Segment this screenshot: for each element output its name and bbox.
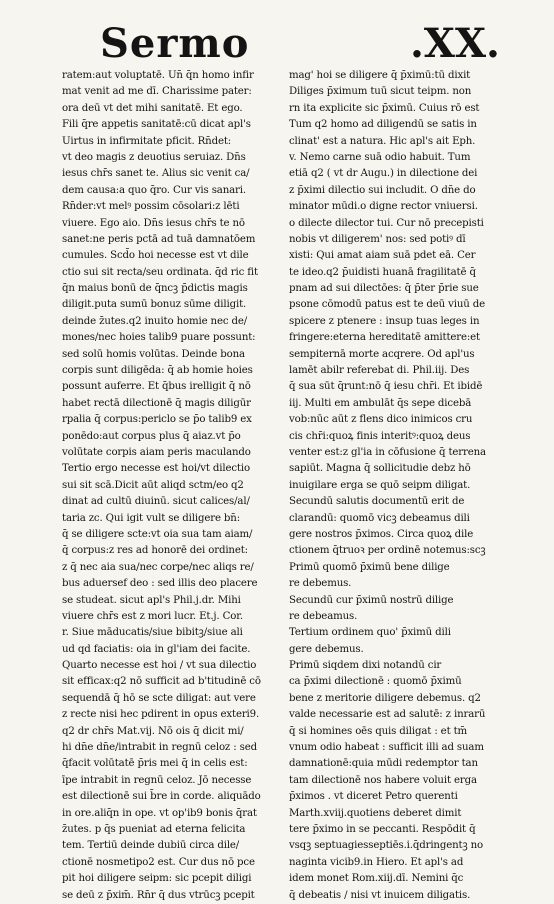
left-column-line: in ore.aliq̄n in ope. vt op'ib9 bonis q̄rat [62, 807, 257, 819]
left-column-line: habet rectā dilectionē q̄ magis diligūr [62, 397, 251, 409]
right-column-line: minator mūdi.o digne rector vniuersi. [289, 201, 478, 213]
left-column-line: mones/nec hoies talib9 puare possunt: [62, 332, 256, 344]
left-column-line: z̄utes. p q̄s pueniat ad eterna felicita [62, 823, 246, 835]
right-column-line: tam dilectionē nos habere voluit erga [289, 774, 477, 786]
right-column-line: nobis vt diligerem' nos: sed potiꝰ dī [289, 233, 466, 245]
right-column-line: naginta vicib9.in Hiero. Et apl's ad [289, 856, 464, 868]
left-column-line: sanet:ne peris pctā ad tuā damnatōem [62, 233, 256, 245]
right-column-line: Primū quomō p̄ximū bene dilige [289, 561, 450, 573]
left-column-line: se studeat. sicut apl's Phil.j.dr. Mihi [62, 594, 241, 606]
left-column-line: ctio sui sit recta/seu ordinata. q̄d ric fit [62, 266, 258, 278]
right-column-line: ca p̄ximi dilectionē : quomō p̄ximū [289, 676, 462, 688]
left-column-line: vt deo magis z deuotius seruiaz. Dn̄s [62, 151, 246, 163]
running-head-number: .XX. [410, 20, 500, 67]
right-column-line: pnam ad sui dilectōes: q̄ p̄ter p̄rie sue [289, 283, 479, 295]
right-column-line: tere p̄ximo in se peccanti. Respōdit q̄ [289, 823, 476, 835]
left-column-line: viuere. Ego aio. Dn̄s iesus chr̄s te nō [62, 217, 245, 229]
left-column-line: Uirtus in infirmitate pficit. Rn̄det: [62, 135, 232, 147]
left-column-line: q̄ se diligere scte:vt oia sua tam aiam/ [62, 528, 253, 540]
left-column-line: est dilectionē sui b̄re in corde. aliquādo [62, 791, 261, 803]
left-column-line: Quarto necesse est hoi / vt sua dilectio [62, 660, 257, 672]
right-column-line: clinat' est a natura. Hic apl's ait Eph. [289, 135, 476, 147]
right-column-line: q̄ si homines oēs quis diligat : et tm̄ [289, 725, 468, 737]
right-column-line: damnationē:quia mūdi redemptor tan [289, 758, 478, 770]
left-column-line: Fili q̄re appetis sanitatē:cū dicat apl's [62, 119, 251, 131]
left-column-line: z q̄ nec aia sua/nec corpe/nec aliqs re/ [62, 561, 254, 573]
left-column-line: dinat ad cultū diuinū. sicut calices/al/ [62, 496, 250, 508]
left-column-line: q̄facit volūtatē p̄ris mei q̄ in celis est: [62, 758, 248, 770]
right-text-column [289, 68, 547, 904]
left-column-line: Rn̄der:vt melꝰ possim cōsolari:z lēti [62, 201, 240, 213]
left-column-line: pit hoi diligere seipm: sic pcepit diligi [62, 873, 252, 885]
left-column-line: tem. Tertiū deinde dubiū circa dile/ [62, 840, 240, 852]
left-column-line: taria zc. Qui igit vult se diligere bn̄: [62, 512, 240, 524]
right-column-line: rn ita explicite sic p̄ximū. Cuius rō est [289, 102, 480, 114]
left-column-line: sit efficax:q2 nō sufficit ad b'titudinē cō [62, 676, 261, 688]
left-column-line: hi dn̄e dn̄e/intrabit in regnū celoz : sed [62, 742, 257, 754]
left-column-line: ud qd faciatis: oia in gl'iam dei facite. [62, 643, 251, 655]
right-column-line: gere nostros p̄ximos. Circa quoꝝ dile [289, 528, 474, 540]
right-column-line: Tum q2 homo ad diligendū se satis in [289, 119, 477, 131]
right-column-line: re debemus. [289, 578, 352, 590]
right-column-line: vsqꝫ septuagiesseptiēs.i.q̄dringentꝫ no [289, 840, 483, 852]
right-column-line: vob:nūc aūt z flens dico inimicos cru [289, 414, 473, 426]
left-column-line: viuere chr̄s est z mori lucr. Et.j. Cor. [62, 610, 243, 622]
left-column-line: sed solū homis volūtas. Deinde bona [62, 348, 245, 360]
right-column-line: o dilecte dilector tui. Cur nō precepisti [289, 217, 484, 229]
left-column-line: se deū z p̄xim̄. Rn̄r q̄ dus vtrūcꝫ pcepit [62, 889, 255, 901]
left-column-line: q2 dr chr̄s Mat.vij. Nō ois q̄ dicit mi/ [62, 725, 244, 737]
left-column-line: volūtate corpis aiam peris maculando [62, 446, 251, 458]
right-column-line: fringere:eterna hereditatē amittere:et [289, 332, 480, 344]
left-column-line: ora deū vt det mihi sanitatē. Et ego. [62, 102, 243, 114]
right-column-line: spicere z ptenere : insup tuas leges in [289, 315, 480, 327]
running-head-title: Sermo [100, 20, 250, 67]
left-column-line: corpis sunt diligēda: q̄ ab homie hoies [62, 365, 253, 377]
left-column-line: īpe intrabit in regnū celoz. Jō necesse [62, 774, 252, 786]
left-column-line: iesus chr̄s sanet te. Alius sic venit ca/ [62, 168, 250, 180]
right-column-line: sempiternā morte acqrere. Od apl'us [289, 348, 475, 360]
right-column-line: q̄ debeatis / nisi vt inuicem diligatis. [289, 889, 471, 901]
right-column-line: Primū siqdem dixi notandū cir [289, 660, 442, 672]
right-column-line: Marth.xviij.quotiens deberet dimit [289, 807, 462, 819]
right-column-line: venter est:z gl'ia in cōfusione q̄ terrena [289, 446, 486, 458]
right-column-line: iij. Multi em ambulāt q̄s sepe dicebā [289, 397, 472, 409]
right-column-line: valde necessarie est ad salutē: z inrarū [289, 709, 486, 721]
right-column-line: re debeamus. [289, 610, 358, 622]
right-column-line: q̄ sua sūt q̄runt:nō q̄ iesu chr̄i. Et ibidē [289, 381, 483, 393]
right-column-line: bene z meritorie diligere debemus. q2 [289, 692, 481, 704]
right-column-line: z p̄ximi dilectio sui includit. O dn̄e do [289, 184, 476, 196]
left-column-line: mat venit ad me dī. Charissime pater: [62, 86, 252, 98]
right-column-line: Diliges p̄ximum tuū sicut teipm. non [289, 86, 472, 98]
right-column-line: psone cōmodū patus est te deū viuū de [289, 299, 486, 311]
right-column-line: xisti: Qui amat aiam suā pdet eā. Cer [289, 250, 476, 262]
right-column-line: clarandū: quomō vicꝫ debeamus dili [289, 512, 470, 524]
left-column-line: ponēdo:aut corpus plus q̄ aiaz.vt p̄o [62, 430, 241, 442]
left-column-line: r. Siue māducatis/siue bibitꝫ/siue ali [62, 627, 243, 639]
right-column-line: te ideo.q2 p̄uidisti huanā fragilitatē q̄ [289, 266, 476, 278]
left-column-line: q̄ corpus:z res ad honorē dei ordinet: [62, 545, 248, 557]
left-column-line: rpalia q̄ corpus:periclo se p̄o talib9 ex [62, 414, 252, 426]
right-column-line: v. Nemo carne suā odio habuit. Tum [289, 151, 471, 163]
left-column-line: sui sit scā.Dicit aūt aliqd sctm/eo q2 [62, 479, 244, 491]
left-column-line: ctionē nosmetipo2 est. Cur dus nō pce [62, 856, 255, 868]
left-column-line: possunt auferre. Et q̄bus irelligit q̄ nō [62, 381, 251, 393]
right-column-line: cis chr̄i:quoꝝ finis interitꝰ:quoꝝ deus [289, 430, 471, 442]
left-column-line: z recte nisi hec pdirent in opus exteri9. [62, 709, 260, 721]
right-column-line: Tertium ordinem quo' p̄ximū dili [289, 627, 451, 639]
left-column-line: q̄n maius bonū de q̄ncꝫ p̄dictis magis [62, 283, 248, 295]
left-column-line: cumules. Scd̄o hoi necesse est vt dile [62, 250, 249, 262]
left-column-line: bus aduersef deo : sed illis deo placere [62, 578, 258, 590]
right-column-line: Secundū salutis documentū erit de [289, 496, 465, 508]
right-column-line: vnum odio habeat : sufficit illi ad suam [289, 742, 484, 754]
left-column-line: diligit.puta sumū bonuz sūme diligit. [62, 299, 247, 311]
right-column-line: idem monet Rom.xiij.dī. Nemini q̄c [289, 873, 464, 885]
right-column-line: etiā q2 ( vt dr Augu.) in dilectione dei [289, 168, 478, 180]
left-column-line: ratem:aut voluptatē. Un̄ q̄n homo infir [62, 70, 254, 81]
left-text-column [62, 68, 290, 904]
left-column-line: dem causa:a quo q̄ro. Cur vis sanari. [62, 184, 246, 196]
right-column-line: mag' hoi se diligere q̄ p̄ximū:tū dixit [289, 70, 471, 81]
right-column-line: sapiūt. Magna q̄ sollicitudie debz hō [289, 463, 471, 475]
right-column-line: lamēt abilr referebat di. Phil.iij. Des [289, 365, 470, 377]
right-column-line: ctionem q̄truoꝛ per ordinē notemus:scꝫ [289, 545, 486, 557]
left-column-line: Tertio ergo necesse est hoi/vt dilectio [62, 463, 250, 475]
right-column-line: inuigilare erga se quō seipm diligat. [289, 479, 471, 491]
right-column-line: Secundū cur p̄ximū nostrū dilige [289, 594, 454, 606]
left-column-line: deinde z̄utes.q2 inuito homie nec de/ [62, 315, 248, 327]
left-column-line: sequendā q̄ hō se scte diligat: aut vere [62, 692, 256, 704]
right-column-line: p̄ximos . vt diceret Petro querenti [289, 791, 458, 803]
right-column-line: gere debemus. [289, 643, 364, 655]
